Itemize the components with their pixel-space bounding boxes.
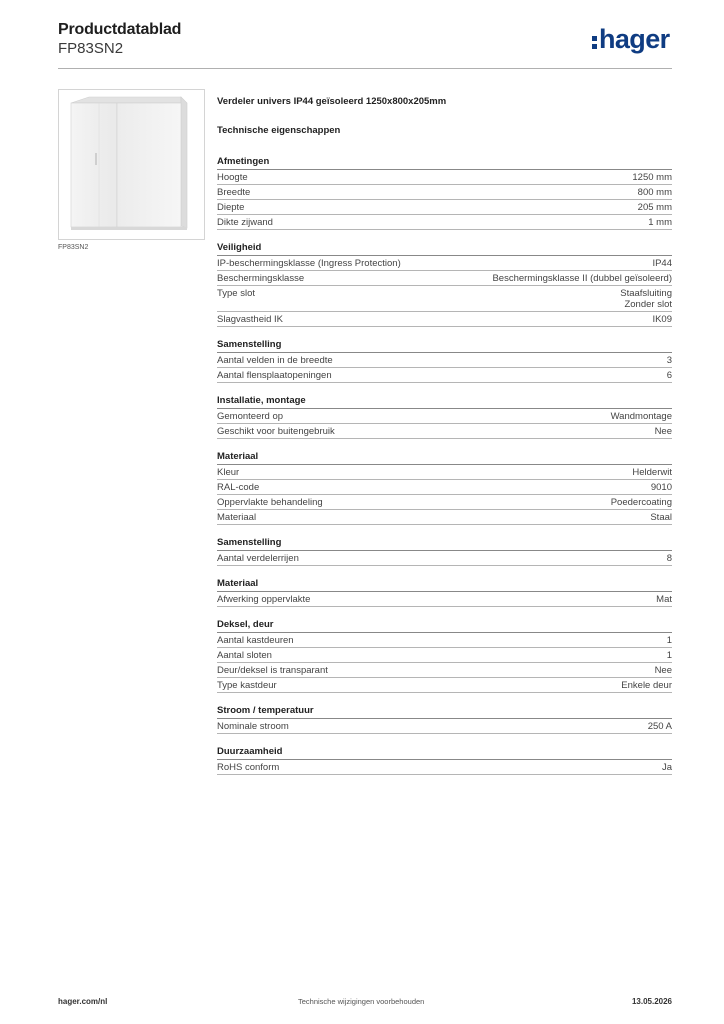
spec-row — [217, 170, 672, 185]
spec-label: RoHS conform — [217, 761, 280, 773]
spec-group — [217, 576, 672, 607]
spec-row — [217, 551, 672, 566]
spec-label: Aantal kastdeuren — [217, 634, 294, 646]
spec-value: 1 — [666, 649, 672, 661]
spec-groups — [217, 154, 672, 775]
spec-label: Geschikt voor buitengebruik — [217, 425, 335, 437]
product-image — [58, 89, 205, 240]
spec-group-title: Samenstelling — [217, 535, 672, 551]
spec-row — [217, 719, 672, 734]
spec-group-title: Materiaal — [217, 576, 672, 592]
spec-value: Poedercoating — [610, 496, 672, 508]
spec-group — [217, 393, 672, 439]
spec-row — [217, 271, 672, 286]
page-title: Productdatablad — [58, 21, 182, 38]
spec-label: Type kastdeur — [217, 679, 277, 691]
spec-row — [217, 368, 672, 383]
cabinet-illustration — [59, 90, 204, 239]
spec-value: 9010 — [650, 481, 672, 493]
spec-group — [217, 449, 672, 525]
spec-group — [217, 744, 672, 775]
spec-value: Nee — [654, 664, 672, 676]
spec-value: Staal — [650, 511, 672, 523]
product-code: FP83SN2 — [58, 40, 124, 57]
spec-label: Kleur — [217, 466, 240, 478]
spec-group — [217, 337, 672, 383]
spec-group — [217, 617, 672, 693]
spec-group — [217, 535, 672, 566]
spec-value: Enkele deur — [621, 679, 672, 691]
spec-label: Aantal verdelerrijen — [217, 552, 299, 564]
spec-row — [217, 480, 672, 495]
spec-row — [217, 200, 672, 215]
spec-label: Deur/deksel is transparant — [217, 664, 328, 676]
spec-value: 205 mm — [637, 201, 672, 213]
spec-row — [217, 510, 672, 525]
spec-label: Hoogte — [217, 171, 248, 183]
spec-value: IP44 — [652, 257, 672, 269]
spec-label: Slagvastheid IK — [217, 313, 284, 325]
footer-website: hager.com/nl — [58, 997, 108, 1006]
header-divider — [58, 68, 672, 69]
spec-label: Type slot — [217, 287, 256, 299]
spec-label: Materiaal — [217, 511, 257, 523]
spec-row — [217, 760, 672, 775]
spec-row — [217, 424, 672, 439]
spec-value: Ja — [661, 761, 672, 773]
spec-row — [217, 495, 672, 510]
image-caption: FP83SN2 — [58, 244, 89, 251]
spec-row — [217, 648, 672, 663]
logo-colon-icon — [592, 34, 598, 50]
spec-row — [217, 678, 672, 693]
spec-label: Nominale stroom — [217, 720, 289, 732]
logo-text: hager — [599, 24, 670, 54]
spec-value: Beschermingsklasse II (dubbel geïsoleerd) — [492, 272, 672, 284]
spec-label: Beschermingsklasse — [217, 272, 305, 284]
spec-group — [217, 154, 672, 230]
spec-group-title: Samenstelling — [217, 337, 672, 353]
spec-label: Aantal velden in de breedte — [217, 354, 333, 366]
spec-value: Nee — [654, 425, 672, 437]
footer-date: 13.05.2026 — [631, 997, 672, 1006]
spec-label: Afwerking oppervlakte — [217, 593, 311, 605]
specifications — [217, 96, 672, 775]
spec-row — [217, 312, 672, 327]
spec-value: Helderwit — [632, 466, 672, 478]
spec-label: Aantal flensplaatopeningen — [217, 369, 332, 381]
spec-label: RAL-code — [217, 481, 260, 493]
spec-value: 1 mm — [648, 216, 672, 228]
spec-row — [217, 592, 672, 607]
spec-value: 800 mm — [637, 186, 672, 198]
spec-row — [217, 215, 672, 230]
hager-logo — [592, 26, 670, 53]
spec-label: Diepte — [217, 201, 245, 213]
product-description: Verdeler univers IP44 geïsoleerd 1250x800x205mm — [217, 96, 447, 107]
spec-group-title: Materiaal — [217, 449, 672, 465]
section-header: Technische eigenschappen — [217, 125, 341, 136]
spec-label: IP-beschermingsklasse (Ingress Protection) — [217, 257, 401, 269]
spec-group — [217, 240, 672, 327]
spec-value: 6 — [666, 369, 672, 381]
spec-label: Gemonteerd op — [217, 410, 284, 422]
spec-row — [217, 409, 672, 424]
spec-value: 1 — [666, 634, 672, 646]
spec-row — [217, 663, 672, 678]
spec-group-title: Veiligheid — [217, 240, 672, 256]
spec-group-title: Duurzaamheid — [217, 744, 672, 760]
spec-group-title: Afmetingen — [217, 154, 672, 170]
spec-group-title: Stroom / temperatuur — [217, 703, 672, 719]
spec-row — [217, 185, 672, 200]
spec-value: 250 A — [647, 720, 672, 732]
spec-row — [217, 256, 672, 271]
spec-value: Staafsluiting Zonder slot — [620, 287, 672, 310]
spec-value: Mat — [656, 593, 672, 605]
footer-disclaimer: Technische wijzigingen voorbehouden — [298, 997, 425, 1006]
spec-value: 1250 mm — [632, 171, 672, 183]
spec-value: IK09 — [652, 313, 672, 325]
spec-row — [217, 465, 672, 480]
spec-row — [217, 353, 672, 368]
spec-group-title: Installatie, montage — [217, 393, 672, 409]
spec-label: Breedte — [217, 186, 251, 198]
spec-label: Aantal sloten — [217, 649, 272, 661]
spec-row — [217, 633, 672, 648]
spec-label: Dikte zijwand — [217, 216, 273, 228]
spec-value: 8 — [666, 552, 672, 564]
spec-row — [217, 286, 672, 312]
spec-value: Wandmontage — [610, 410, 672, 422]
spec-group — [217, 703, 672, 734]
spec-label: Oppervlakte behandeling — [217, 496, 323, 508]
spec-group-title: Deksel, deur — [217, 617, 672, 633]
spec-value: 3 — [666, 354, 672, 366]
